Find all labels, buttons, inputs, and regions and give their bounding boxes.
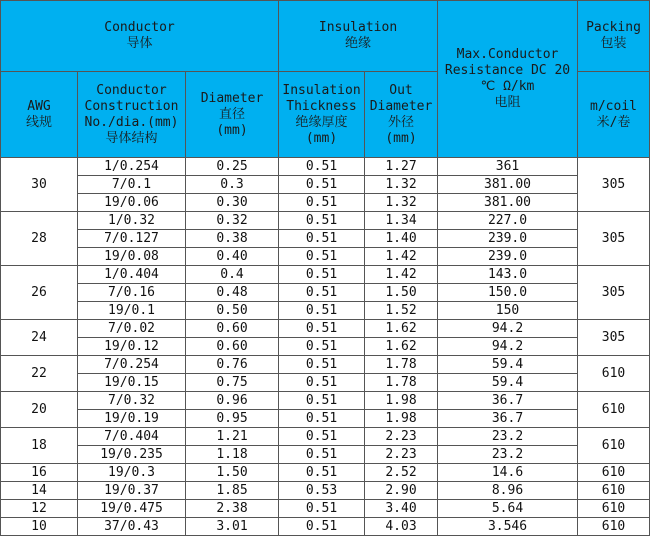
thickness-cell: 0.51 [279, 320, 365, 338]
table-row [1, 320, 650, 338]
resistance-cell: 5.64 [438, 500, 578, 518]
resistance-cell: 23.2 [438, 428, 578, 446]
resistance-header: Max.Conductor Resistance DC 20 ℃ Ω/km 电阻 [438, 1, 578, 158]
resistance-cell: 227.0 [438, 212, 578, 230]
resistance-cell: 150.0 [438, 284, 578, 302]
resistance-cell: 143.0 [438, 266, 578, 284]
table-row [1, 410, 650, 428]
construction-cell: 19/0.37 [78, 482, 186, 500]
table-row [1, 482, 650, 500]
out-diameter-cell: 1.32 [365, 176, 438, 194]
out-diameter-cell: 1.62 [365, 320, 438, 338]
out-diameter-cell: 1.50 [365, 284, 438, 302]
resistance-cell: 8.96 [438, 482, 578, 500]
out-diameter-cell: 2.23 [365, 428, 438, 446]
diameter-cell: 1.85 [186, 482, 279, 500]
resistance-cell: 381.00 [438, 194, 578, 212]
resistance-cell: 150 [438, 302, 578, 320]
packing-cell: 610 [578, 356, 650, 392]
packing-cell: 305 [578, 212, 650, 266]
thickness-cell: 0.51 [279, 230, 365, 248]
construction-cell: 19/0.235 [78, 446, 186, 464]
thickness-cell: 0.51 [279, 158, 365, 176]
out-diameter-cell: 3.40 [365, 500, 438, 518]
construction-cell: 19/0.08 [78, 248, 186, 266]
thickness-cell: 0.51 [279, 356, 365, 374]
packing-cell: 610 [578, 518, 650, 536]
awg-cell: 16 [1, 464, 78, 482]
insulation-header: Insulation 绝缘 [279, 1, 438, 72]
thickness-cell: 0.51 [279, 248, 365, 266]
resistance-cell: 14.6 [438, 464, 578, 482]
construction-header: Conductor Construction No./dia.(mm) 导体结构 [78, 72, 186, 158]
table-row [1, 518, 650, 536]
packing-cell: 610 [578, 464, 650, 482]
awg-cell: 30 [1, 158, 78, 212]
awg-cell: 18 [1, 428, 78, 464]
out-diameter-cell: 1.42 [365, 266, 438, 284]
table-row [1, 158, 650, 176]
construction-cell: 7/0.02 [78, 320, 186, 338]
construction-cell: 19/0.1 [78, 302, 186, 320]
resistance-cell: 361 [438, 158, 578, 176]
construction-cell: 37/0.43 [78, 518, 186, 536]
resistance-cell: 36.7 [438, 392, 578, 410]
table-row [1, 374, 650, 392]
construction-cell: 19/0.15 [78, 374, 186, 392]
awg-cell: 10 [1, 518, 78, 536]
diameter-cell: 0.76 [186, 356, 279, 374]
resistance-cell: 36.7 [438, 410, 578, 428]
diameter-cell: 0.40 [186, 248, 279, 266]
thickness-cell: 0.51 [279, 212, 365, 230]
resistance-cell: 239.0 [438, 230, 578, 248]
thickness-cell: 0.51 [279, 266, 365, 284]
out-diameter-cell: 1.78 [365, 356, 438, 374]
awg-cell: 26 [1, 266, 78, 320]
construction-cell: 19/0.475 [78, 500, 186, 518]
out-diameter-cell: 1.34 [365, 212, 438, 230]
table-row [1, 428, 650, 446]
thickness-cell: 0.51 [279, 176, 365, 194]
construction-cell: 1/0.32 [78, 212, 186, 230]
diameter-cell: 0.4 [186, 266, 279, 284]
construction-cell: 7/0.1 [78, 176, 186, 194]
construction-cell: 7/0.404 [78, 428, 186, 446]
construction-cell: 7/0.127 [78, 230, 186, 248]
out-diameter-cell: 1.78 [365, 374, 438, 392]
construction-cell: 7/0.32 [78, 392, 186, 410]
table-row [1, 356, 650, 374]
thickness-header: Insulation Thickness 绝缘厚度 (mm) [279, 72, 365, 158]
out-diameter-cell: 1.27 [365, 158, 438, 176]
packing-cell: 305 [578, 158, 650, 212]
thickness-cell: 0.51 [279, 338, 365, 356]
resistance-cell: 23.2 [438, 446, 578, 464]
packing-cell: 305 [578, 266, 650, 320]
table-row [1, 266, 650, 284]
packing-cell: 610 [578, 500, 650, 518]
diameter-cell: 1.21 [186, 428, 279, 446]
awg-header: AWG 线规 [1, 72, 78, 158]
out-diameter-cell: 1.32 [365, 194, 438, 212]
thickness-cell: 0.51 [279, 410, 365, 428]
resistance-cell: 239.0 [438, 248, 578, 266]
table-row [1, 500, 650, 518]
diameter-cell: 0.38 [186, 230, 279, 248]
thickness-cell: 0.51 [279, 446, 365, 464]
table-row [1, 302, 650, 320]
out-diameter-cell: 1.98 [365, 392, 438, 410]
conductor-header: Conductor 导体 [1, 1, 279, 72]
resistance-cell: 381.00 [438, 176, 578, 194]
out-diameter-cell: 2.23 [365, 446, 438, 464]
thickness-cell: 0.51 [279, 374, 365, 392]
out-diameter-cell: 1.40 [365, 230, 438, 248]
resistance-cell: 94.2 [438, 338, 578, 356]
table-row [1, 338, 650, 356]
resistance-cell: 3.546 [438, 518, 578, 536]
table-row [1, 194, 650, 212]
construction-cell: 19/0.3 [78, 464, 186, 482]
table-row [1, 212, 650, 230]
diameter-cell: 0.32 [186, 212, 279, 230]
awg-cell: 20 [1, 392, 78, 428]
diameter-cell: 0.25 [186, 158, 279, 176]
out-diameter-cell: 2.90 [365, 482, 438, 500]
table-row [1, 176, 650, 194]
construction-cell: 19/0.19 [78, 410, 186, 428]
awg-cell: 12 [1, 500, 78, 518]
awg-cell: 14 [1, 482, 78, 500]
diameter-cell: 1.18 [186, 446, 279, 464]
packing-cell: 610 [578, 428, 650, 464]
diameter-cell: 0.3 [186, 176, 279, 194]
thickness-cell: 0.51 [279, 428, 365, 446]
table-row [1, 248, 650, 266]
out-diameter-cell: 2.52 [365, 464, 438, 482]
diameter-cell: 0.60 [186, 338, 279, 356]
table-row [1, 446, 650, 464]
out-diameter-cell: 1.62 [365, 338, 438, 356]
diameter-cell: 0.95 [186, 410, 279, 428]
thickness-cell: 0.51 [279, 392, 365, 410]
diameter-header: Diameter 直径 (mm) [186, 72, 279, 158]
out-diameter-header: Out Diameter 外径 (mm) [365, 72, 438, 158]
diameter-cell: 0.96 [186, 392, 279, 410]
thickness-cell: 0.51 [279, 284, 365, 302]
out-diameter-cell: 1.52 [365, 302, 438, 320]
awg-cell: 24 [1, 320, 78, 356]
out-diameter-cell: 1.42 [365, 248, 438, 266]
table-row [1, 392, 650, 410]
resistance-cell: 94.2 [438, 320, 578, 338]
packing-header: Packing 包装 [578, 1, 650, 72]
diameter-cell: 1.50 [186, 464, 279, 482]
out-diameter-cell: 4.03 [365, 518, 438, 536]
table-row [1, 230, 650, 248]
out-diameter-cell: 1.98 [365, 410, 438, 428]
packing-cell: 610 [578, 482, 650, 500]
table-body [1, 158, 650, 536]
table-row [1, 464, 650, 482]
diameter-cell: 0.60 [186, 320, 279, 338]
thickness-cell: 0.51 [279, 302, 365, 320]
construction-cell: 7/0.254 [78, 356, 186, 374]
construction-cell: 1/0.254 [78, 158, 186, 176]
awg-cell: 22 [1, 356, 78, 392]
thickness-cell: 0.53 [279, 482, 365, 500]
construction-cell: 19/0.06 [78, 194, 186, 212]
diameter-cell: 0.50 [186, 302, 279, 320]
resistance-cell: 59.4 [438, 374, 578, 392]
diameter-cell: 0.75 [186, 374, 279, 392]
diameter-cell: 0.30 [186, 194, 279, 212]
construction-cell: 19/0.12 [78, 338, 186, 356]
construction-cell: 7/0.16 [78, 284, 186, 302]
thickness-cell: 0.51 [279, 518, 365, 536]
diameter-cell: 2.38 [186, 500, 279, 518]
diameter-cell: 0.48 [186, 284, 279, 302]
thickness-cell: 0.51 [279, 464, 365, 482]
diameter-cell: 3.01 [186, 518, 279, 536]
table-row [1, 284, 650, 302]
construction-cell: 1/0.404 [78, 266, 186, 284]
packing-cell: 305 [578, 320, 650, 356]
coil-header: m/coil 米/卷 [578, 72, 650, 158]
thickness-cell: 0.51 [279, 194, 365, 212]
awg-cell: 28 [1, 212, 78, 266]
resistance-cell: 59.4 [438, 356, 578, 374]
thickness-cell: 0.51 [279, 500, 365, 518]
packing-cell: 610 [578, 392, 650, 428]
